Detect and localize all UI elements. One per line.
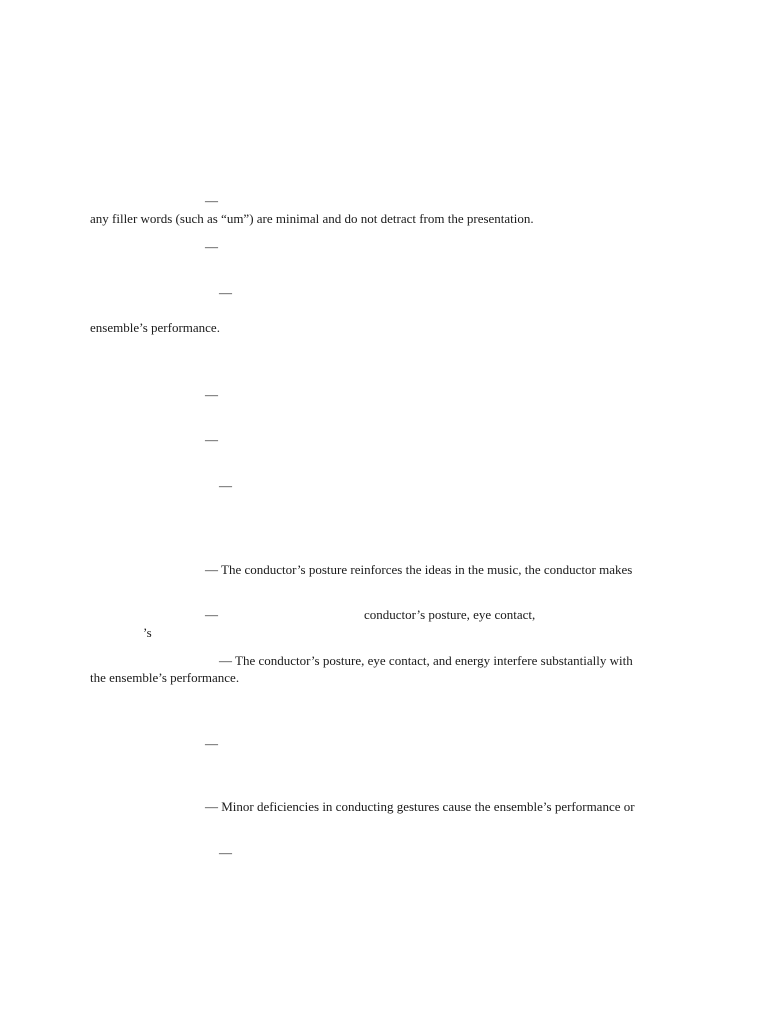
text-line-posture-reinforces: — The conductor’s posture reinforces the ideas in the music, the conductor makes	[205, 562, 633, 577]
text-fragment-apostrophe-s: ’s	[143, 625, 152, 640]
em-dash: —	[219, 845, 232, 860]
text-fragment-posture-eye-contact: conductor’s posture, eye contact,	[364, 607, 536, 622]
em-dash: —	[205, 387, 218, 402]
em-dash: —	[219, 285, 232, 300]
text-line-minor-deficiencies: — Minor deficiencies in conducting gestures cause the ensemble’s performance or	[205, 799, 635, 814]
text-line-the-ensemble-performance: the ensemble’s performance.	[90, 670, 240, 685]
em-dash: —	[219, 478, 232, 493]
text-line-filler-words: any filler words (such as “um”) are minimal and do not detract from the presentation.	[90, 211, 534, 226]
em-dash: —	[205, 736, 218, 751]
text-line-ensemble-performance: ensemble’s performance.	[90, 320, 220, 335]
em-dash: —	[205, 607, 218, 622]
text-line-posture-interfere: — The conductor’s posture, eye contact, and energy interfere substantially with	[219, 653, 633, 668]
em-dash: —	[205, 239, 218, 254]
em-dash: —	[205, 193, 218, 208]
em-dash: —	[205, 432, 218, 447]
